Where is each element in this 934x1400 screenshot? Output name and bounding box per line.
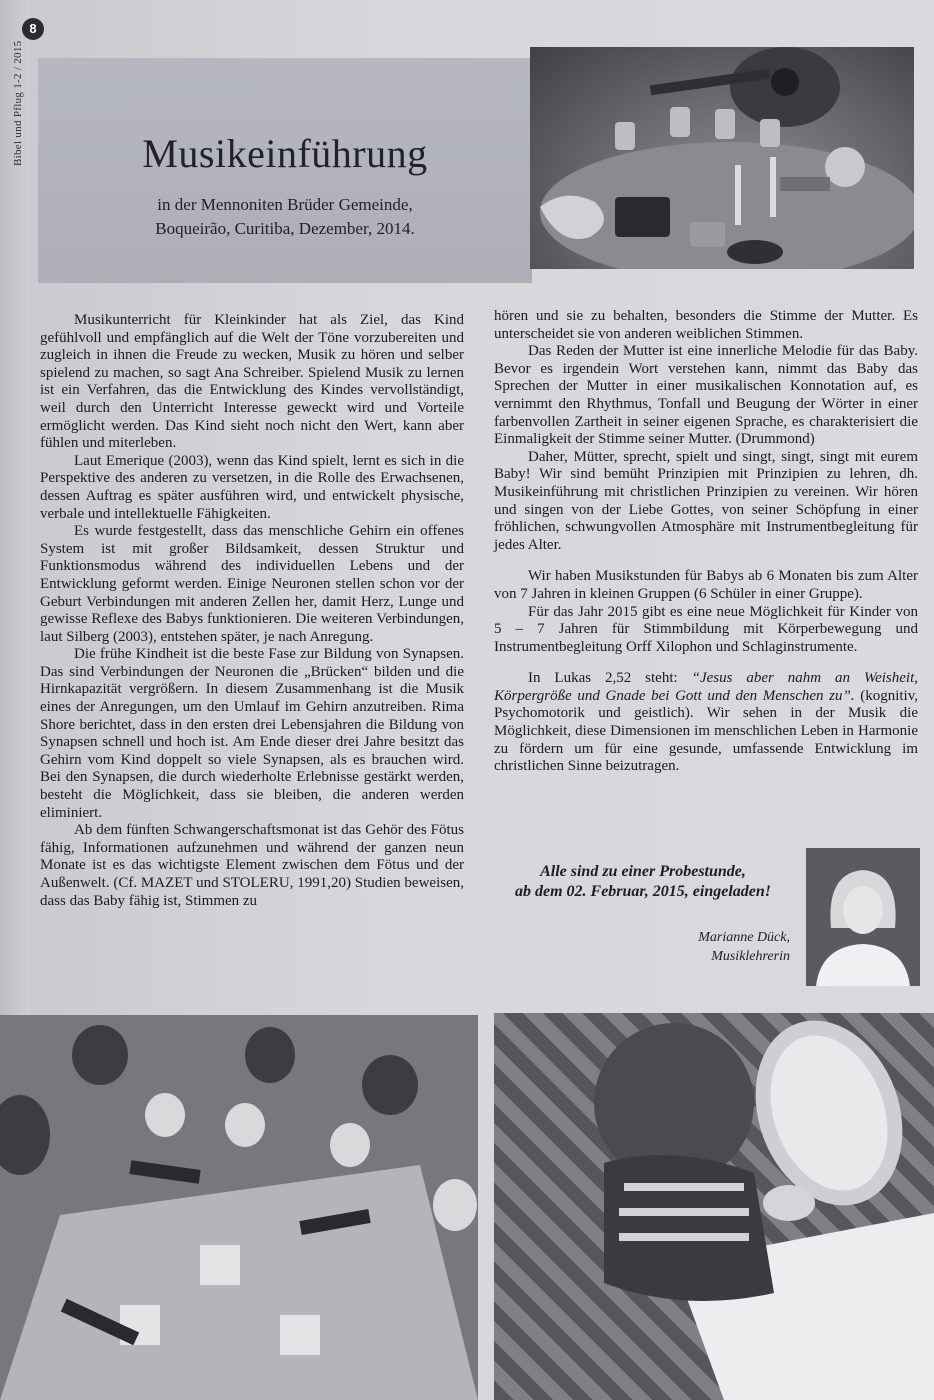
- portrait-illustration: [806, 848, 920, 986]
- paragraph: Laut Emerique (2003), wenn das Kind spielt, lernt es sich in die Perspektive des anderen zu versetzen, in die Rolle des Erwachsenen, dessen Auftrag es später ausführen wird, und entwickelt physische, verbale und intellektuelle Fähigkeiten.: [40, 452, 464, 522]
- left-column: [40, 312, 464, 910]
- paragraph-gap: [494, 656, 918, 670]
- paragraph: Es wurde festgestellt, dass das menschliche Gehirn ein offenes System ist mit großer Bildsamkeit, dessen Struktur und Funktionsmodus während des individuellen Lebens und der Entwicklung geformt werden. Einige Neuronen stellen schon vor der Geburt Verbindungen mit anderen Zellen her, damit Herz, Lunge und gewisse Reflexe des Babys funktionieren. Die weiteren Verbindungen, laut Silberg (2003), entstehen später, je nach Anregung.: [40, 523, 464, 645]
- paragraph: Daher, Mütter, sprecht, spielt und singt, singt, singt mit eurem Baby! Wir sind bemüht Prinzipien mit Prinzipien zu lehren, dh. Musikeinführung mit christlichen Prinzipien zu vereinen. Wir hören und singen von der Liebe Gottes, von seiner Schöpfung in einer fröhlichen, schwungvollen Atmosphäre mit Instrumentbegleitung für jedes Alter.: [494, 448, 918, 553]
- paragraph: Für das Jahr 2015 gibt es eine neue Möglichkeit für Kinder von 5 – 7 Jahren für Stimmbildung mit Körperbewegung und Instrumentbegleitung Orff Xilophon und Schlaginstrumente.: [494, 603, 918, 655]
- paragraph: Das Reden der Mutter ist eine innerliche Melodie für das Baby. Bevor es irgendein Wort verstehen kann, nimmt das Baby das Sprechen der Mutter in einer musikalischen Konnotation auf, es vernimmt den Rhythmus, Tonfall und Beugung der Wörter in einer farbenvollen Zartheit in seiner eigenen Sprache, es charakterisiert die Einmaligkeit der Stimme seiner Mutter. (Drummond): [494, 343, 918, 448]
- publication-label: Bibel und Pflug 1-2 / 2015: [12, 40, 24, 166]
- paragraph: Ab dem fünften Schwangerschaftsmonat ist das Gehör des Fötus fähig, Informationen aufzunehmen und während der ganzen neun Monate ist es das wichtigste Element zwischen dem Fötus und der Außenwelt. (Cf. MAZET und STOLERU, 1991,20) Studien beweisen, dass das Baby fähig ist, Stimmen zu: [40, 822, 464, 909]
- text-span: In Lukas 2,52 steht:: [528, 670, 692, 687]
- invitation: [490, 862, 796, 902]
- author-signature: [640, 928, 790, 966]
- text-span: (kognitiv, Psychomotorik und geistlich). Wir sehen in der Musik die Möglichkeit, diese Dimensionen im menschlichen Leben in Harmonie zu fördern um für eine gesunde, umfassende Entwicklung im christlichen Sinne beizutragen.: [494, 687, 919, 775]
- instruments-illustration: [530, 47, 914, 269]
- subtitle-line: Boqueirão, Curitiba, Dezember, 2014.: [155, 219, 415, 238]
- page-number-badge: 8: [22, 18, 44, 40]
- author-name: Marianne Dück,: [698, 930, 790, 945]
- article-title: Musikeinführung: [142, 131, 428, 176]
- right-column: [494, 308, 918, 776]
- subtitle-line: in der Mennoniten Brüder Gemeinde,: [157, 195, 413, 214]
- paragraph-gap: [494, 554, 918, 568]
- invitation-line: Alle sind zu einer Probestunde,: [540, 863, 746, 880]
- baby-drum-photo: [494, 1013, 934, 1400]
- group-lesson-photo: [0, 1015, 478, 1400]
- paragraph: Die frühe Kindheit ist die beste Fase zur Bildung von Synapsen. Das sind Verbindungen der Neuronen die „Brücken“ bilden und die Hirnkapazität vergrößern. In diesem Zusammenhang ist die Musik eines der Anregungen, um den Umlauf im Gehirn anzutreiben. Rima Shore berichtet, dass in den ersten drei Lebensjahren die Bildung von Synapsen schnell und hoch ist. Am Ende dieser drei Jahre besitzt das Gehirn vom Kind doppelt so viele Synapsen, als es brauchen wird. Bei den Synapsen, die durch wiederholte Erlebnisse gestärkt werden, besteht die Möglichkeit, dass sie bleiben, die anderen werden eliminiert.: [40, 646, 464, 821]
- group-lesson-illustration: [0, 1015, 478, 1400]
- teacher-portrait-photo: [806, 848, 920, 986]
- bible-quote: “Jesus aber nahm an Weisheit, Körpergröße und Gnade bei Gott und den Menschen zu”.: [494, 670, 918, 704]
- instruments-photo: [530, 47, 914, 269]
- author-role: Musiklehrerin: [711, 949, 790, 964]
- article-subtitle: [38, 193, 532, 241]
- paragraph: hören und sie zu behalten, besonders die Stimme der Mutter. Es unterscheidet sie von anderen weiblichen Stimmen.: [494, 308, 918, 342]
- paragraph: [494, 670, 918, 776]
- paragraph: Wir haben Musikstunden für Babys ab 6 Monaten bis zum Alter von 7 Jahren in kleinen Gruppen (6 Schüler in einer Gruppe).: [494, 568, 918, 602]
- paragraph: Musikunterricht für Kleinkinder hat als Ziel, das Kind gefühlvoll und empfänglich auf die Welt der Töne vorzubereiten und zugleich in ihnen die Freude zu wecken, Musik zu hören und selber spielend zu machen, so sagt Ana Schreiber. Spielend Musik zu lernen ist ein Verfahren, das die Entwicklung des Kindes vervollständigt, weil durch den Unterricht Interesse geweckt wird und Vorteile ermöglicht werden. Das Kind sieht noch nicht den Wert, kann aber fühlen und miterleben.: [40, 312, 464, 452]
- baby-drum-illustration: [494, 1013, 934, 1400]
- invitation-line: ab dem 02. Februar, 2015, eingeladen!: [514, 883, 771, 900]
